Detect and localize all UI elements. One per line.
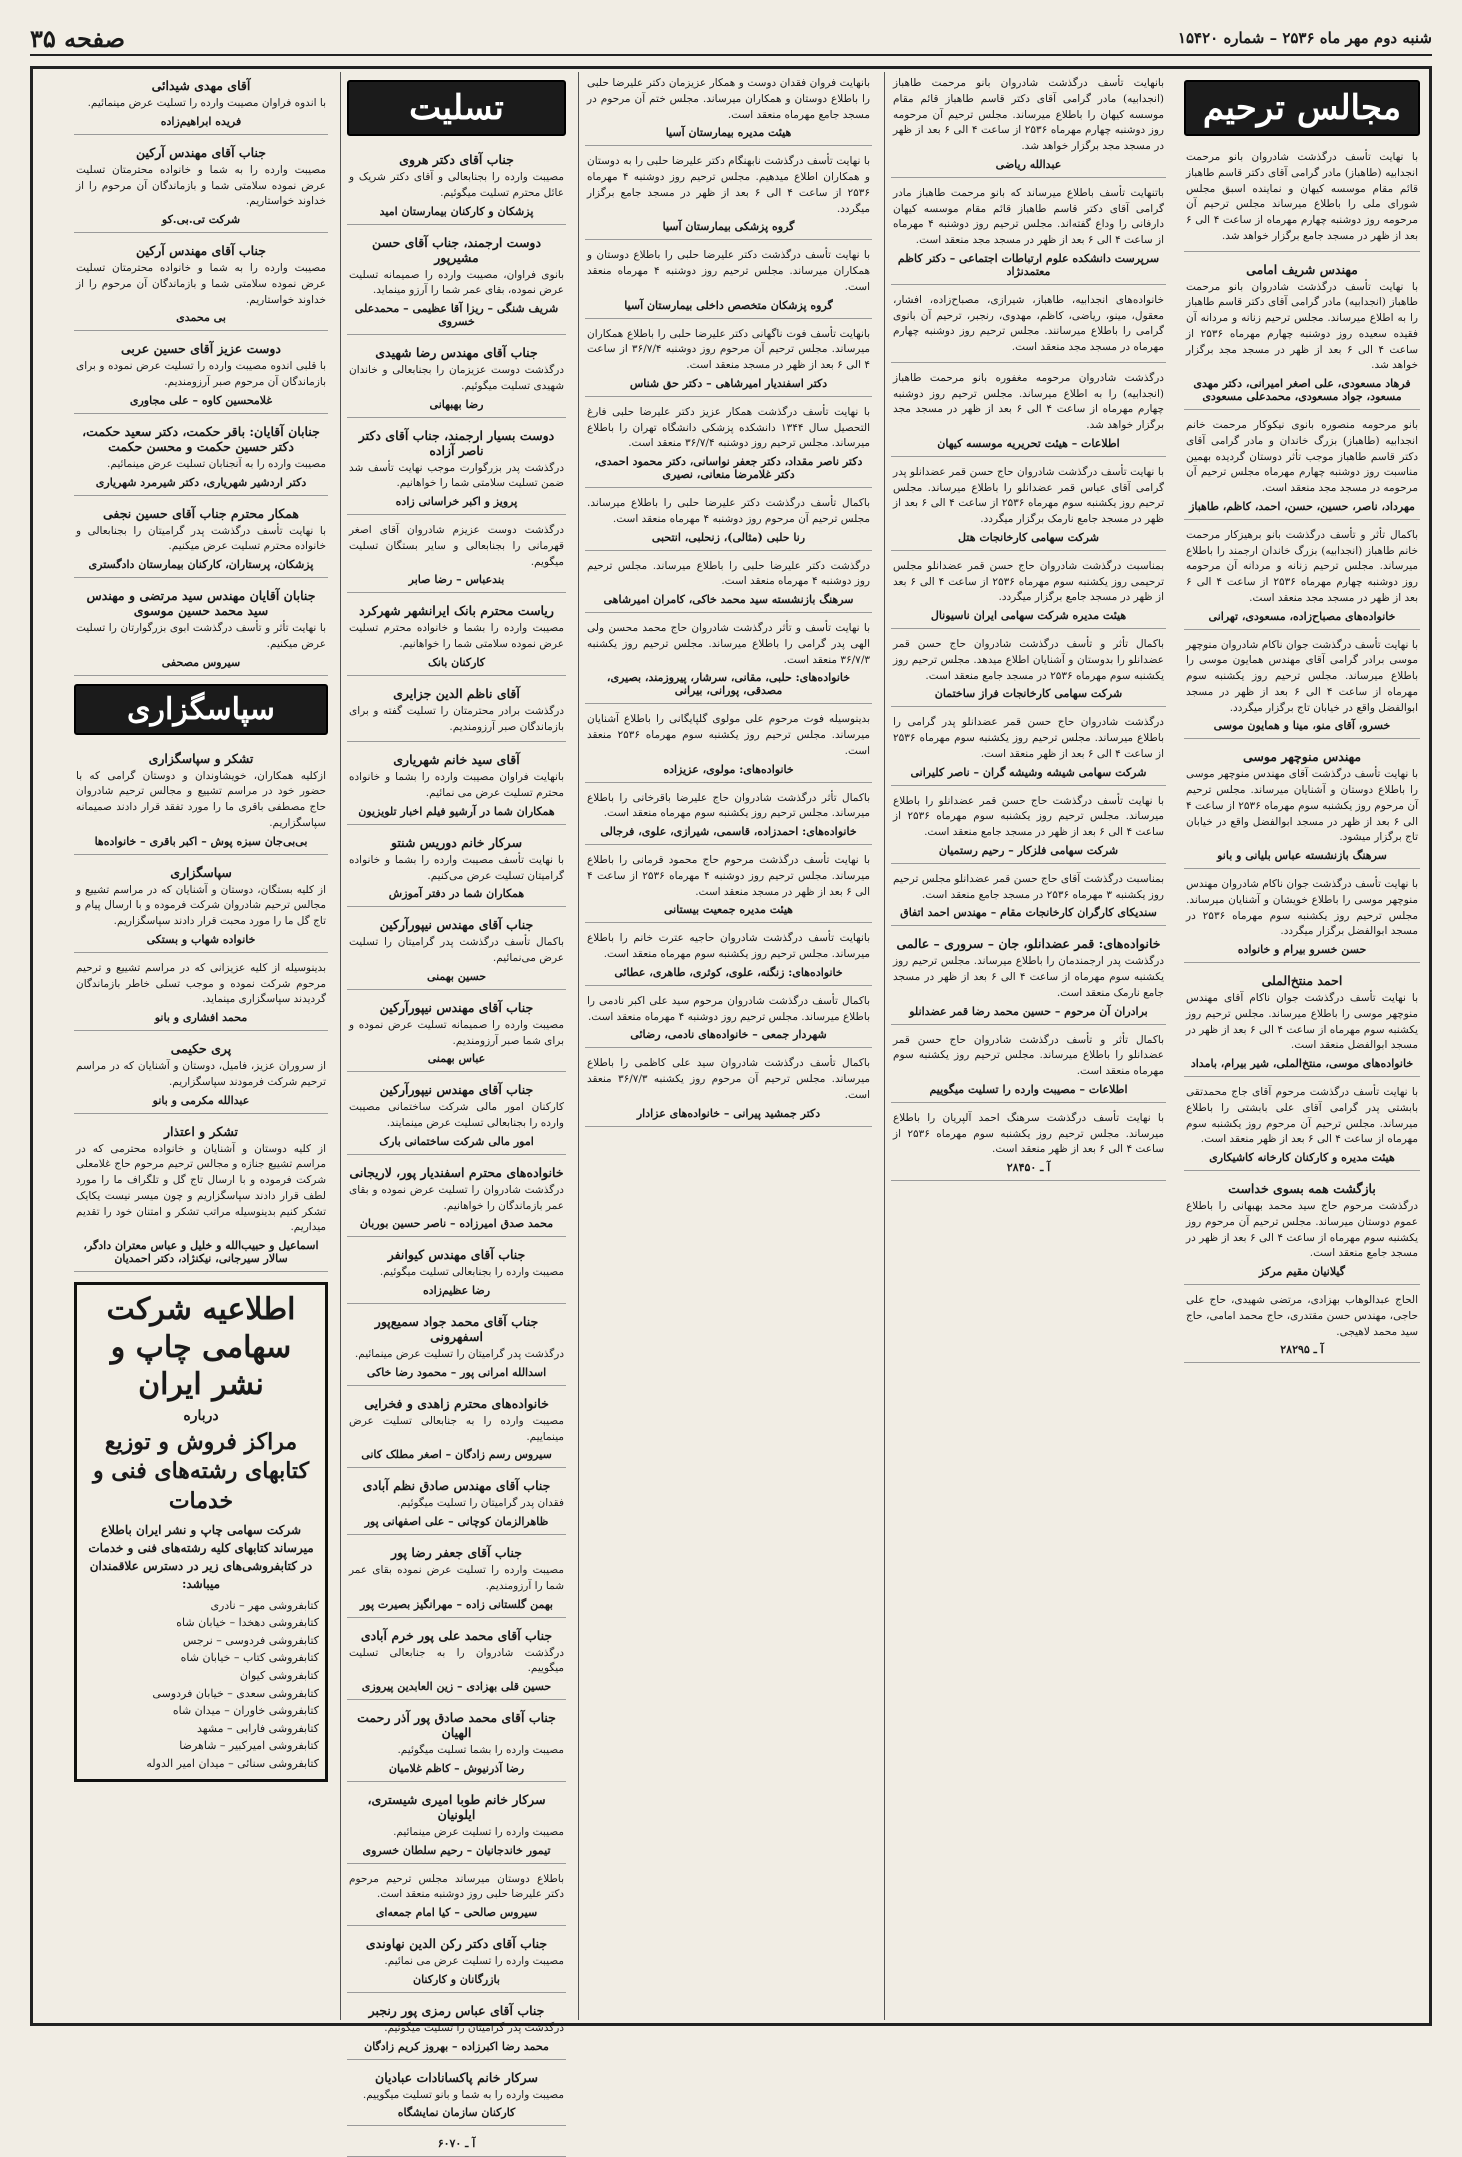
notice-body: با قلبی اندوه مصیبت وارده را تسلیت عرض نموده و برای بازماندگان آن مرحوم صبر آرزومندیم. [76,360,326,388]
notice-body: با نهایت تأسف درگذشت مرحوم آقای جاج محمدتقی بابشتی پدر گرامی آقای علی بابشتی را باطلاع میرساند. مجلس ترحیم آن مرحوم روز یکشنبه سوم مهرماه از ساعت ۴ الی ۶ بعد از ظهر منعقد است. [1186,1086,1418,1146]
notice-body: با نهایت تأسف درگذشت جوان ناکام شادروان مهندس منوچهر موسی را باطلاع خویشان و آشنایان میرساند. مجلس ترحیم روز یکشنبه سوم مهرماه ۲۵۳۶ در مسجد ابوالفضل برگزار میگردد. [1186,878,1418,938]
ad-headline: مراکز فروش و توزیع کتابهای رشته‌های فنی و خدمات [92,1428,310,1514]
notice-body: بمناسبت درگذشت شادروان حاج حسن قمر عضدانلو مجلس ترحیمی روز یکشنبه سوم مهرماه ۲۵۳۶ از ساعت ۴ الی ۶ بعد از ظهر در مسجد جامع برگزار میگردد. [893,559,1164,604]
notice-title: دوست ارجمند، جناب آقای حسن مشیرپور [371,234,542,265]
notice-title: خانواده‌های محترم اسفندیار پور، لاریجانی [349,1164,564,1180]
notice-body: درگذشت مرحوم حاج سید محمد بهبهانی را باطلاع عموم دوستان میرساند. مجلس ترحیم آن مرحوم روز یکشنبه سوم مهرماه از ساعت ۴ الی ۶ بعد از ظهر در مسجد جامع منعقد است. [1186,1200,1419,1260]
section-banner-tasliyat: تسلیت [347,80,566,136]
ad-title: اطلاعیه شرکت سهامی چاپ و نشر ایران [106,1292,296,1402]
notice-signature: بندعباس – رضا صابر [408,573,505,587]
notice-item [1184,524,1420,630]
notice-item [585,401,872,488]
notice-title: جناب آقای دکتر رکن الدین نهاوندی [365,1936,548,1951]
notice-signature: شریف شنگی – ریزا آقا عظیمی – محمدعلی خسروی [354,302,559,328]
notice-item [74,859,328,953]
notice-body: درگذشت شادروان مرحومه مغفوره بانو مرحمت طاهباز (انجدابیه) را به اطلاع میرساند. مجلس ترحیم روز دوشنبه چهارم مهرماه از ساعت ۴ الی ۶ بعد از ظهر در مسجد مجد برگزار خواهد شد. [893,371,1164,431]
notice-body: مصیبت وارده را بشما تسلیت میگوئیم. [397,1744,564,1756]
notice-body: از کلیه دوستان و آشنایان و خانواده محترمی که در مراسم تشییع جنازه و مجالس ترحیم مرحوم حاج غلامعلی شرکت فرموده و با ارسال تاج گل و تلگراف ما را مورد لطف قرار دادند سپاسگزاریم و چون میسر نیست یکایک تشکر کنیم بدینوسیله مراتب تشکر و امتنان خود را تقدیم میداریم. [76,1142,326,1234]
notice-signature: فریده ابراهیم‌زاده [160,114,242,128]
notice-body: درگذشت برادر محترمتان را تسلیت گفته و برای بازماندگان صبر آرزومندیم. [349,704,564,733]
ad-store-item: کتابفروشی فردوسی – نرجس [182,1633,319,1647]
ad-store-item: کتابفروشی کتاب – خیابان شاه [180,1651,319,1665]
notice-item [347,1997,566,2060]
notice-signature: بی محمدی [176,311,226,325]
notice-item [585,990,872,1049]
notices-list [585,72,872,1127]
notice-signature: شهردار جمعی – خانواده‌های نادمی، رضائی [630,1028,827,1042]
notice-item [74,745,328,855]
ad-store-item: کتابفروشی فارابی – مشهد [196,1721,319,1735]
notice-signature: سیروس صالحی – کیا امام جمعه‌ای [375,1906,538,1919]
notice-item [347,229,566,336]
notice-signature: رنا حلبی (مثالی)، زنحلبی، انتحبی [651,530,806,544]
notice-item [585,555,872,614]
notice-item [1184,414,1420,520]
notice-body: درگذشت پدر گرامیتان را تسلیت عرض مینمائیم. [354,1348,564,1360]
notice-item [891,1029,1166,1103]
ad-store-item: کتابفروشی سعدی – خیابان فردوسی [152,1686,319,1700]
notice-signature: مهرداد، ناصر، حسین، حسن، احمد، کاظم، طاهباز [1189,499,1415,513]
notice-signature: پزشکان و کارکنان بیمارستان امید [379,204,534,218]
notice-signature: گروه پزشکی بیمارستان آسیا [662,220,795,234]
notice-body: با نهایت تأسف درگذشت حاج حسن قمر عضدانلو را باطلاع میرساند. مجلس ترحیم روز یکشنبه سوم مهرماه ۲۵۳۶ از ساعت ۴ الی ۶ بعد از ظهر در مسجد جامع منعقد است. [893,794,1165,838]
notice-body: با نهایت تأسف درگذشت شادروان بانو مرحمت انجدابیه (طاهباز) مادر گرامی آقای دکتر قاسم طاهباز قائم مقام موسسه کیهان و نماینده اسبق مجلس شورای ملی را باطلاع میرساند مجلس ترحیم آن مرحومه روز دوشنبه چهارم مهرماه از ساعت ۴ الی ۶ بعد از ظهر در مسجد جامع برگزار خواهد شد. [1186,151,1418,242]
notice-body: با نهایت تأسف درگذشت آقای مهندس منوچهر موسی را باطلاع دوستان و آشنایان میرساند. مجلس ترحیم آن مرحوم روز یکشنبه سوم مهرماه ۲۵۳۶ از ساعت ۴ الی ۶ بعد از ظهر در مسجد ابوالفضل واقع در خیابان تاج برگزار میشود. [1186,768,1419,844]
notice-body: باکمال تأسف درگذشت دکتر علیرضا حلبی را باطلاع میرساند. مجلس ترحیم آن مرحوم روز دوشنبه ۴ مهرماه منعقد است. [587,497,870,525]
notice-body: بانهایت فراوان مصیبت وارده را بشما و خانواده محترم تسلیت عرض می نمائیم. [349,771,564,799]
notice-body: باطلاع دوستان میرساند مجلس ترحیم مرحوم دکتر علیرضا حلبی روز دوشنبه منعقد است. [349,1872,564,1901]
notice-item [585,72,872,146]
notice-item [347,1622,566,1701]
notice-signature: آ ـ ۲۸۲۹۵ [1280,1343,1324,1357]
notice-body: مصیبت وارده را به آنجنابان تسلیت عرض مینمائیم. [107,457,326,470]
notice-signature: ظاهرالزمان کوچانی – علی اصفهانی پور [364,1515,549,1528]
notice-body: مصیبت وارده را صمیمانه تسلیت عرض نموده و برای شما صبر آرزومندیم. [349,1018,564,1047]
notice-signature: عبدالله مکرمی و بانو [152,1093,250,1107]
notice-body: فقدان پدر گرامیتان را تسلیت میگوئیم. [397,1497,564,1510]
notice-signature: آ ـ ۶۰۷۰ [437,2137,476,2151]
notice-item [347,1159,566,1238]
notice-body: با اندوه فراوان مصیبت وارده را تسلیت عرض مینمائیم. [87,97,326,109]
notice-item [585,244,872,318]
notice-signature: عباس بهمنی [427,1052,486,1066]
notice-signature: بی‌بی‌جان سبزه پوش – اکبر باقری – خانواده‌ها [94,834,308,848]
notice-body: درگذشت پدر ارجمندمان را باطلاع میرساند. مجلس ترحیم روز یکشنبه سوم مهرماه از ساعت ۴ الی ۶ بعد از ظهر در مسجد جامع نارمک منعقد است. [893,955,1164,999]
notice-signature: محمد صدق امیرزاده – ناصر حسین بوربان [359,1217,554,1231]
notice-item [347,339,566,418]
notice-item [1184,146,1420,252]
column-2 [884,72,1172,2020]
notice-title: سپاسگزاری [170,864,232,880]
notice-item [1184,967,1420,1077]
notice-signature: رضا عظیم‌زاده [422,1284,491,1297]
notice-signature: هیئت مدیره جمعیت بیستانی [664,903,793,917]
notice-body: از کلیه بستگان، دوستان و آشنایان که در مراسم تشییع و مجالس ترحیم شادروان شرکت فرموده و با ارسال پیام و تاج گل ما را مورد محبت قرار دادند سپاسگزاریم. [76,883,326,927]
notice-body: باکمال تأسف درگذشت شادروان مرحوم سید علی اکبر نادمی را باطلاع میرساند. مجلس ترحیم روز دوشنبه ۴ مهرماه منعقد است. [587,994,870,1023]
notice-item [347,1786,566,1864]
notice-title: سرکار خانم طوبا امیری شیستری، ایلونیان [367,1791,546,1822]
notice-signature: بهمن گلستانی زاده – مهرانگیز بصیرت پور [360,1597,553,1611]
notice-item [891,790,1166,864]
ad-body: شرکت سهامی چاپ و نشر ایران باطلاع میرساند کتابهای کلیه رشته‌های فنی و خدمات در کتابفروشی‌های زیر در دسترس علاقمندان میباشد: [88,1522,314,1591]
notice-body: درگذشت دکتر علیرضا حلبی را باطلاع میرساند. مجلس ترحیم روز دوشنبه ۴ مهرماه منعقد است. [587,559,870,588]
notice-body: بدینوسیله از کلیه عزیزانی که در مراسم تشییع و ترحیم مرحوم شرکت نموده و موجب تسلی خاطر بازماندگان گردیدند سپاسگزاری مینماید. [76,961,326,1006]
notice-signature: کارکنان سازمان نمایشگاه [397,2106,516,2120]
notice-body: الحاج عبدالوهاب بهزادی، مرتضی شهیدی، حاج علی حاجی، مهندس حسن مقتدری، حاج محمد امامی، حاج سید محمد لاهیجی. [1186,1294,1418,1338]
ad-store-item: کتابفروشی دهخدا – خیابان شاه [176,1616,319,1630]
notice-title: جناب آقای مهندس نیپورآرکین [379,917,534,933]
notice-body: مصیبت وارده را بشما و خانواده محترم تسلیت عرض نموده سلامتی شما را خواهانیم. [349,622,564,650]
notice-signature: سیروس رسم زادگان – اصغر مطلک کانی [361,1448,552,1462]
notice-item [347,1704,566,1782]
section-banner-majales: مجالس ترحیم [1184,80,1420,136]
notice-item [74,500,328,579]
notice-signature: حسن خسرو بیرام و خانواده [1237,943,1367,956]
notice-title: جناب آقای محمد صادق پور آذر رحمت الهیان [357,1710,556,1740]
notice-signature: پزشکان، پرستاران، کارکنان بیمارستان دادگستری [88,558,314,571]
notice-title: سرکار خانم دوریس شنتو [390,834,523,850]
notice-signature: اسماعیل و حبیب‌الله و خلیل و عباس معتران دادگر، سالار سیرجانی، نیکنژاد، دکتر احمدیان [83,1239,319,1265]
notices-list [74,72,328,1272]
notice-body: با نهایت تأسف درگذشت پدر گرامیتان را بجنابعالی و خانواده محترم تسلیت عرض میکنیم. [76,524,326,553]
notice-item [347,1539,566,1618]
notice-item [585,787,872,846]
notice-item [1184,873,1420,963]
notice-item [347,680,566,743]
notice-signature: اسدالله امرانی پور – محمود رضا خاکی [366,1365,547,1379]
page-header [30,22,1432,56]
notice-body: با نهایت تأسف درگذشت جوان ناکام آقای مهندس منوچهر موسی را باطلاع میرساند. مجلس ترحیم روز یکشنبه سوم مهرماه از ساعت ۴ الی ۶ بعد از ظهر در مسجد ابوالفضل منعقد است. [1186,992,1419,1052]
notice-signature: سرهنگ بازنشسته عباس بلیانی و بانو [1217,849,1387,862]
notice-item [74,139,328,233]
notice-item [891,555,1166,629]
notice-item [891,711,1166,785]
notice-item [347,1076,566,1155]
section-banner-sepasgozari: سپاسگزاری [74,684,328,735]
notice-item [891,461,1166,551]
notice-title: جناب آقای جعفر رضا پور [391,1545,522,1560]
notice-body: خانواده‌های انجدابیه، طاهباز، شیرازی، مصباح‌زاده، افشار، معقول، مینو، ریاضی، کاظم، مهدوی، رنجبر، ترحیم آن بانوی گرامی را باطلاع میرسانند. مجلس ترحیم روز دوشنبه چهارم مهرماه در مسجد مجد منعقد است. [893,293,1164,353]
notice-signature: رضا بهبهانی [429,397,484,411]
notice-body: با نهایت تأسف درگذشت دکتر علیرضا حلبی را باطلاع دوستان و همکاران میرساند. مجلس ترحیم روز دوشنبه ۴ مهرماه منعقد است. [587,249,870,293]
notice-signature: گیلانیان مقیم مرکز [1259,1265,1345,1278]
notice-title: جناب آقای مهندس نیپورآرکین [379,999,534,1015]
notice-signature: اطلاعات – مصیبت وارده را تسلیت میگوییم [929,1082,1128,1096]
notice-signature: دکتر ناصر مقداد، دکتر جعفر نواسانی، دکتر محمود احمدی، دکتر غلامرضا منعانی، نصیری [594,455,863,481]
notice-title: جناب آقای محمد جواد سمیع‌پور اسفهرونی [374,1314,539,1344]
notice-body: با نهایت تأسف درگذشت نابهنگام دکتر علیرضا حلبی را به دوستان و همکاران اطلاع میدهیم. مجلس ترحیم روز دوشنبه ۴ مهرماه ۲۵۳۶ از ساعت ۴ الی ۶ بعد از ظهر در مسجد جامع برگزار میگردد. [587,155,870,215]
notice-signature: دکتر جمشید پیرانی – خانواده‌های عزادار [636,1106,821,1120]
notice-signature: اطلاعات – هیئت تحریریه موسسه کیهان [937,436,1120,450]
notice-body: با نهایت تأسف درگذشت شادروان حاج حسن قمر عضدانلو پدر گرامی آقای عباس قمر عضدانلو را باطلاع میرساند. مجلس ترحیم روز یکشنبه سوم مهرماه ۲۵۳۶ از ساعت ۴ الی ۶ بعد از ظهر در مسجد جامع نارمک برگزار میگردد. [893,465,1165,525]
notice-body: کارکنان امور مالی شرکت ساختمانی مصیبت وارده را بجنابعالی تسلیت عرض مینمایند. [349,1101,564,1129]
notice-body: با نهایت تأسف درگذشت همکار عزیز دکتر علیرضا حلبی فارغ التحصیل سال ۱۳۴۴ دانشکده پزشکی دانشگاه تهران را باطلاع میرساند. مجلس ترحیم روز دوشنبه ۳۶/۷/۴ منعقد است. [587,405,870,450]
notice-body: درگذشت پدر بزرگوارت موجب نهایت تأسف شد ضمن تسلیت سلامتی شما را خواهانیم. [349,461,564,490]
notice-body: مصیبت وارده را تسلیت عرض نموده بقای عمر شما را آرزومندیم. [349,1564,564,1592]
publisher-ad [74,1282,328,1782]
notice-signature: هیئت مدیره بیمارستان آسیا [665,126,792,140]
notice-body: با نهایت تأسف و تأثر درگذشت شادروان حاج محمد محسن ولی الهی پدر گرامی را باطلاع میرساند. مجلس ترحیم روز یکشنبه ۳۶/۷/۳ منعقد است. [587,622,870,666]
notice-item [74,1035,328,1114]
notice-item [74,72,328,135]
notice-body: بمناسبت درگذشت آقای حاج حسن قمر عضدانلو مجلس ترحیم روز یکشنبه ۳ مهرماه ۲۵۳۶ در مسجد جامع منعقد است. [893,872,1164,901]
notice-signature: شرکت سهامی کارخانجات هتل [958,530,1099,544]
notice-title: خانواده‌های محترم زاهدی و فخرایی [364,1395,549,1411]
notice-item [347,597,566,676]
notice-body: مصیبت وارده را به شما و خانواده محترمتان تسلیت عرض نموده سلامتی شما و بازماندگان آن مرحوم را از خداوند خواستاریم. [76,262,326,306]
notice-item [347,519,566,593]
notice-body: مصیبت وارده را تسلیت عرض می نمائیم. [384,1955,564,1967]
notice-signature: فرهاد مسعودی، علی اصغر امیرانی، دکتر مهدی مسعود، جواد مسعودی، محمدعلی مسعودی [1193,377,1411,403]
notice-item [585,150,872,240]
notice-title: جناب آقای محمد علی پور خرم آبادی [360,1627,553,1643]
notice-signature: هیئت مدیره و کارکنان کارخانه کاشیکاری [1209,1151,1395,1164]
notice-title: خانواده‌های: قمر عضدانلو، جان – سروری – عالمی [896,936,1161,952]
notice-signature: سرپرست دانشکده علوم ارتباطات اجتماعی – دکتر کاظم معتمدنژاد [897,251,1160,278]
notice-title: جنابان آقایان: باقر حکمت، دکتر سعید حکمت، دکتر حسین حکمت و محسن حکمت [82,423,320,454]
notice-signature: پرویز و اکبر خراسانی زاده [395,495,518,508]
notice-signature: شرکت سهامی شیشه وشیشه گران – ناصر کلیرانی [910,765,1147,779]
notice-item [347,911,566,990]
notice-body: بانوی فراوان، مصیبت وارده را صمیمانه تسلیت عرض نموده، بقای عمر شما را آرزو مینماید. [349,268,564,297]
notice-body: مصیبت وارده را بجنابعالی و آقای دکتر شریک و عائل محترم تسلیت میگوئیم. [349,171,564,199]
notice-item [891,868,1166,927]
notice-item [1184,1175,1420,1285]
notice-item [347,829,566,908]
notice-body: بانهایت تأسف درگذشت شادروان حاجیه عترت خانم را باطلاع میرساند. مجلس ترحیم روز یکشنبه سوم مهرماه منعقد است. [587,932,870,960]
notice-item [347,2064,566,2127]
notice-body: درگذشت شادروان را تسلیت عرض نموده و بقای عمر بازماندگان را خواهانیم. [349,1183,564,1212]
ad-store-item: کتابفروشی خاوران – میدان شاه [172,1704,319,1718]
notice-signature: همکاران شما در دفتر آموزش [388,887,525,901]
notice-signature: خانواده‌های: زنگنه، علوی، کوثری، طاهری، عطائی [614,965,843,979]
notice-item [585,849,872,923]
notice-item [585,927,872,986]
notice-item [347,422,566,516]
ad-store-list [83,1597,319,1773]
notice-body: باکمال تأسف درگذشت پدر گرامیتان را تسلیت عرض می‌نمائیم. [349,936,564,964]
notice-signature: خانواده‌های موسی، منتخ‌الملی، شیر بیرام، بامداد [1190,1057,1414,1070]
notice-signature: شرکت سهامی فلزکار – رحیم رستمیان [938,843,1119,857]
column-4 [340,72,572,2151]
notice-item [74,582,328,676]
notice-item [347,1308,566,1386]
notice-item [347,1930,566,1993]
notice-title: جناب آقای عباس رمزی پور رنجبر [368,2002,545,2018]
notice-signature: کارکنان بانک [427,655,486,669]
notice-body: بدینوسیله فوت مرحوم علی مولوی گلپایگانی را باطلاع آشنایان میرساند. مجلس ترحیم روز یکشنبه سوم مهرماه ۲۵۳۶ منعقد است. [587,713,870,757]
notice-body: مصیبت وارده را به جنابعالی تسلیت عرض مینماییم. [349,1414,564,1443]
notice-item [1184,634,1420,740]
notice-signature: عبدالله ریاضی [995,157,1062,171]
notice-body: درگذشت دوست عزیزمان را بجنابعالی و خاندان شهیدی تسلیت میگوئیم. [349,364,564,392]
notice-body: با نهایت تأثر و تأسف درگذشت ابوی بزرگوارتان را تسلیت عرض میکنیم. [76,622,326,650]
notice-signature: غلامحسین کاوه – علی مجاوری [129,393,273,407]
notice-item [891,633,1166,707]
notice-item [347,146,566,225]
notice-title: پری حکیمی [170,1041,232,1056]
notice-signature: رضا آذرنیوش – کاظم غلامیان [388,1761,525,1775]
notice-title: بازگشت همه بسوی خداست [1228,1181,1376,1196]
notice-item [891,930,1166,1024]
issue-date: شنبه دوم مهر ماه ۲۵۳۶ – شماره ۱۵۴۲۰ [1177,29,1432,47]
notice-signature: خانواده شهاب و بستکی [146,932,256,946]
notice-title: دوست بسیار ارجمند، جناب آقای دکتر ناصر آزاده [358,427,555,458]
notice-signature: امور مالی شرکت ساختمانی بارک [379,1134,534,1148]
ad-subtitle: درباره [183,1407,219,1424]
notice-title: جناب آقای مهندس صادق نظم آبادی [362,1478,551,1494]
notice-title: آقای ناظم الدین جزایری [393,685,520,701]
notice-body: با نهایت تأسف درگذشت سرهنگ احمد آلپریان را باطلاع میرساند. مجلس ترحیم روز یکشنبه سوم مهرماه ۲۵۳۶ از ساعت ۴ الی ۶ بعد از ظهر منعقد است. [893,1111,1165,1156]
notice-body: باکمال تأثر و تأسف درگذشت شادروان حاج حسن قمر عضدانلو را بدوستان و آشنایان اطلاع میدهد. مجلس ترحیم روز یکشنبه سوم مهرماه ۲۵۳۶ در مسجد جامع منعقد است. [893,638,1164,682]
notice-item [1184,1289,1420,1363]
notice-signature: دکتر اسفندیار امیرشاهی – دکتر حق شناس [629,376,828,390]
notice-body: باکمال تأثر درگذشت شادروان حاج علیرضا باقرخانی را باطلاع میرساند. مجلس ترحیم روز یکشنبه سوم مهرماه منعقد است. [587,791,870,820]
notice-body: بانو مرحومه منصوره بانوی نیکوکار مرحمت خانم انجدابیه (طاهباز) بزرگ خاندان و مادر گرامی آقای دکتر قاسم طاهباز موجب تأثر دوستان گردیده بهمین مناسبت روز دوشنبه چهارم مهرماه مجلس ترحیم آن مرحومه در مسجد مجد منعقد است. [1186,419,1418,494]
ad-store-item: کتابفروشی کیوان [239,1668,319,1682]
notice-title: سرکار خانم پاکسانادات عبادیان [375,2069,538,2085]
page-number: صفحه ۳۵ [30,23,126,53]
notice-body: درگذشت شادروان حاج حسن قمر عضدانلو پدر گرامی را باطلاع میرساند. مجلس ترحیم روز یکشنبه سوم مهرماه ۲۵۳۶ از ساعت ۴ الی ۶ بعد از ظهر منعقد است. [893,716,1164,760]
notice-item [891,289,1166,363]
notice-item [74,957,328,1031]
notice-body: با نهایت تأسف مصیبت وارده را بشما و خانواده گرامیتان تسلیت عرض می‌کنیم. [349,853,564,882]
notice-title: آقای مهدی شیدائی [151,78,251,93]
notice-body: بانهایت تأسف درگذشت شادروان بانو مرحمت طاهباز (انجدابیه) مادر گرامی آقای دکتر قاسم طاهباز قائم مقام موسسه کیهان را باطلاع میرساند. مجلس ترحیم آن مرحومه روز دوشنبه چهارم مهرماه ۲۵۳۶ از ساعت ۴ الی ۶ بعد از ظهر در مسجد مجد برگزار خواهد شد. [893,77,1164,152]
column-1 [1178,72,1426,2020]
notice-item [891,72,1166,178]
notice-item [891,1107,1166,1181]
notice-body: باکمال تأسف درگذشت شادروان سید علی کاظمی را باطلاع میرساند. مجلس ترحیم آن مرحوم روز یکشنبه ۳۶/۷/۳ منعقد است. [587,1057,870,1101]
column-3 [578,72,878,2020]
notice-signature: حسین قلی بهزادی – زین العابدین پیروزی [361,1680,552,1693]
notice-item [585,323,872,397]
notice-signature: محمد افشاری و بانو [154,1011,248,1024]
notice-signature: سیروس مصحفی [161,655,241,669]
notice-signature: دکتر اردشیر شهریاری، دکتر شیرمرد شهریاری [95,475,307,489]
notice-signature: شرکت سهامی کارخانجات فراز ساختمان [934,687,1123,701]
notice-item [347,746,566,825]
notice-title: آقای سید خانم شهریاری [393,752,520,768]
notice-title: جناب آقای مهندس نیپورآرکین [379,1082,534,1098]
notice-signature: سندیکای کارگران کارخانجات مقام – مهندس احمد اتفاق [900,906,1157,920]
notice-body: درگذشت شادروان را به جنابعالی تسلیت میگوییم. [349,1646,564,1675]
notice-item [585,1052,872,1126]
notice-signature: محمد رضا اکبرزاده – بهروز کریم زادگان [364,2039,549,2053]
notice-title: جناب آقای مهندس آرکین [136,144,266,160]
notice-signature: همکاران شما در آرشیو فیلم اخبار تلویزیون [358,804,555,818]
notice-body: بانهایت فروان فقدان دوست و همکار عزیزمان دکتر علیرضا حلبی را باطلاع دوستان و همکاران میرساند. مجلس ختم آن مرحوم در مسجد جامع مهرماه منعقد است. [587,77,870,121]
notice-item [1184,256,1420,411]
notice-signature: سرهنگ بازنشسته سید محمد خاکی، کامران امیرشاهی [603,593,854,606]
notice-title: مهندس شریف امامی [1246,261,1358,277]
notice-signature: هیئت مدیره شرکت سهامی ایران ناسیونال [930,609,1127,622]
notices-list [891,72,1166,1181]
notice-item [74,418,328,496]
notice-title: جنابان آقایان مهندس سید مرتضی و مهندس سید محمد حسین موسوی [86,588,316,618]
notice-item [891,182,1166,285]
notice-item [347,994,566,1073]
notice-body: با نهایت تأسف درگذشت شادروان بانو مرحمت طاهباز (انجدابیه) مادر گرامی آقای دکتر قاسم طاهباز را به اطلاع میرساند. مجلس ترحیم زنانه و مردانه آن فقیده سعیده روز دوشنبه چهارم مهرماه ۲۵۳۶ از ساعت ۴ الی ۶ بعد از ظهر در مسجد مجد برگزار خواهد شد. [1186,280,1419,372]
notice-body: درگذشت پدر گرامیتان را تسلیت میگوئیم. [384,2021,564,2034]
notice-signature: آ ـ ۲۸۴۵۰ [1006,1161,1051,1174]
notice-item [347,1472,566,1535]
notice-item [74,237,328,331]
notice-signature: خسرو، آقای منو، مینا و همایون موسی [1213,719,1391,733]
notice-item [347,2130,566,2157]
notice-body: باتنهایت تأسف باطلاع میرساند که بانو مرحمت طاهباز مادر گرامی آقای دکتر قاسم طاهباز قائم مقام موسسه کیهان دارفانی را وداع گفته‌اند. مجلس ترحیم روز دوشنبه ۴ مهرماه از ساعت ۴ الی ۶ بعد از ظهر در مسجد مجد منعقد است. [893,186,1164,246]
notice-title: مهندس منوچهر موسی [1242,749,1362,765]
notice-title: جناب آقای مهندس آرکین [136,243,266,258]
notice-title: ریاست محترم بانک ایرانشهر شهرکرد [359,603,554,619]
notice-body: باکمال تأثر و تأسف درگذشت شادروان حاج حسن قمر عضدانلو را باطلاع میرساند. مجلس ترحیم روز یکشنبه سوم مهرماه منعقد است. [893,1033,1164,1077]
notice-signature: خانواده‌های: مولوی، عزیزاده [663,762,794,776]
notice-item [585,617,872,704]
notice-body: با نهایت تأسف درگذشت جوان ناکام شادروان منوچهر موسی برادر گرامی آقای مهندس همایون موسی را باطلاع میرساند. مجلس ترحیم روز یکشنبه سوم مهرماه از ساعت ۴ الی ۶ بعد از ظهر در مسجد ابوالفضل واقع در خیابان تاج برگزار میگردد. [1186,638,1418,714]
notice-body: درگذشت دوست عزیزم شادروان آقای اصغر قهرمانی را بجنابعالی و سایر بستگان تسلیت میگویم. [349,524,564,568]
notice-title: تشکر و سپاسگزاری [148,750,254,766]
notice-title: دوست عزیز آقای حسین عربی [121,341,281,357]
notice-body: مصیبت وارده را بجنابعالی تسلیت میگوئیم. [379,1266,564,1279]
notice-title: تشکر و اعتذار [164,1123,238,1139]
notice-item [74,1118,328,1273]
notice-title: همکار محترم جناب آقای حسین نجفی [102,505,300,521]
notice-signature: خانواده‌های: حلبی، مقانی، سرشار، پیروزمند، بصیری، مصدقی، پورانی، بیرانی [606,671,851,698]
notice-item [1184,1081,1420,1171]
notice-signature: گروه پزشکان متخصص داخلی بیمارستان آسیا [624,298,833,312]
notice-title: احمد منتخ‌الملی [1261,973,1343,988]
notice-body: بانهایت تأسف فوت ناگهانی دکتر علیرضا حلبی را باطلاع همکاران میرساند. مجلس ترحیم آن مرحوم روز دوشنبه ۳۶/۷/۴ از ساعت ۴ الی ۶ بعد از ظهر در مسجد منعقد است. [587,327,870,371]
notice-item [891,367,1166,457]
notices-list [347,146,566,2157]
ad-store-item: کتابفروشی امیرکبیر – شاهرضا [179,1739,319,1753]
notice-item [585,492,872,551]
notice-signature: برادران آن مرحوم – حسین محمد رضا قمر عضدانلو [909,1004,1148,1018]
ad-store-item: کتابفروشی مهر – نادری [210,1598,319,1612]
notice-body: ازکلیه همکاران، خویشاوندان و دوستان گرامی که با حضور خود در مراسم تشییع و مجالس ترحیم شادروان حاج مصطفی باقری ما را مورد تفقد قرار دادند صمیمانه سپاسگزاریم. [76,769,326,829]
notice-item [585,708,872,782]
notice-body: باکمال تأثر و تأسف درگذشت بانو برهیزکار مرحمت خانم طاهباز (انجدابیه) بزرگ خاندان ارجمند را باطلاع میرساند. مجلس ترحیم زنانه و مردانه آن مرحومه روز دوشنبه چهارم مهرماه ۲۵۳۶ از ساعت ۴ الی ۶ بعد از ظهر در مسجد مجد منعقد است. [1186,528,1419,604]
notice-signature: بازرگانان و کارکنان [413,1972,500,1986]
notice-signature: حسین بهمنی [426,969,487,983]
notice-body: مصیبت وارده را تسلیت عرض مینمائیم. [393,1825,564,1838]
notice-item [1184,743,1420,869]
notice-body: مصیبت وارده را به شما و خانواده محترمتان تسلیت عرض نموده سلامتی شما و بازماندگان آن مرحوم را از خداوند خواستاریم. [76,163,326,208]
column-5 [68,72,334,2020]
notice-item [347,1868,566,1927]
notice-body: از سروران عزیز، فامیل، دوستان و آشنایان که در مراسم ترحیم شرکت فرمودند سپاسگزاریم. [76,1060,326,1088]
notice-signature: شرکت تی.بی.کو [161,213,241,226]
notice-item [347,1390,566,1469]
notice-item [74,335,328,414]
notice-title: جناب آقای دکتر هروی [399,152,514,167]
notices-list [1184,146,1420,1363]
ad-store-item: کتابفروشی سنائی – میدان امیر الدوله [146,1756,319,1770]
notice-signature: خانواده‌های: احمدزاده، قاسمی، شیرازی، علوی، فرجالی [600,825,857,838]
notice-body: با نهایت تأسف درگذشت مرحوم حاج محمود قرمانی را باطلاع میرساند. مجلس ترحیم روز دوشنبه ۴ مهرماه ۲۵۳۶ از ساعت ۴ الی ۶ بعد از ظهر در مسجد منعقد است. [587,854,870,898]
notice-signature: تیمور خاندجانیان – رحیم سلطان خسروی [362,1843,551,1857]
notice-title: جناب آقای مهندس کیوانفر [387,1247,526,1263]
notice-item [347,1241,566,1304]
notice-body: مصیبت وارده را به شما و بانو تسلیت میگوییم. [362,2088,564,2101]
notice-title: جناب آقای مهندس رضا شهیدی [375,345,538,360]
notice-signature: خانواده‌های مصباح‌زاده، مسعودی، تهرانی [1208,609,1396,623]
